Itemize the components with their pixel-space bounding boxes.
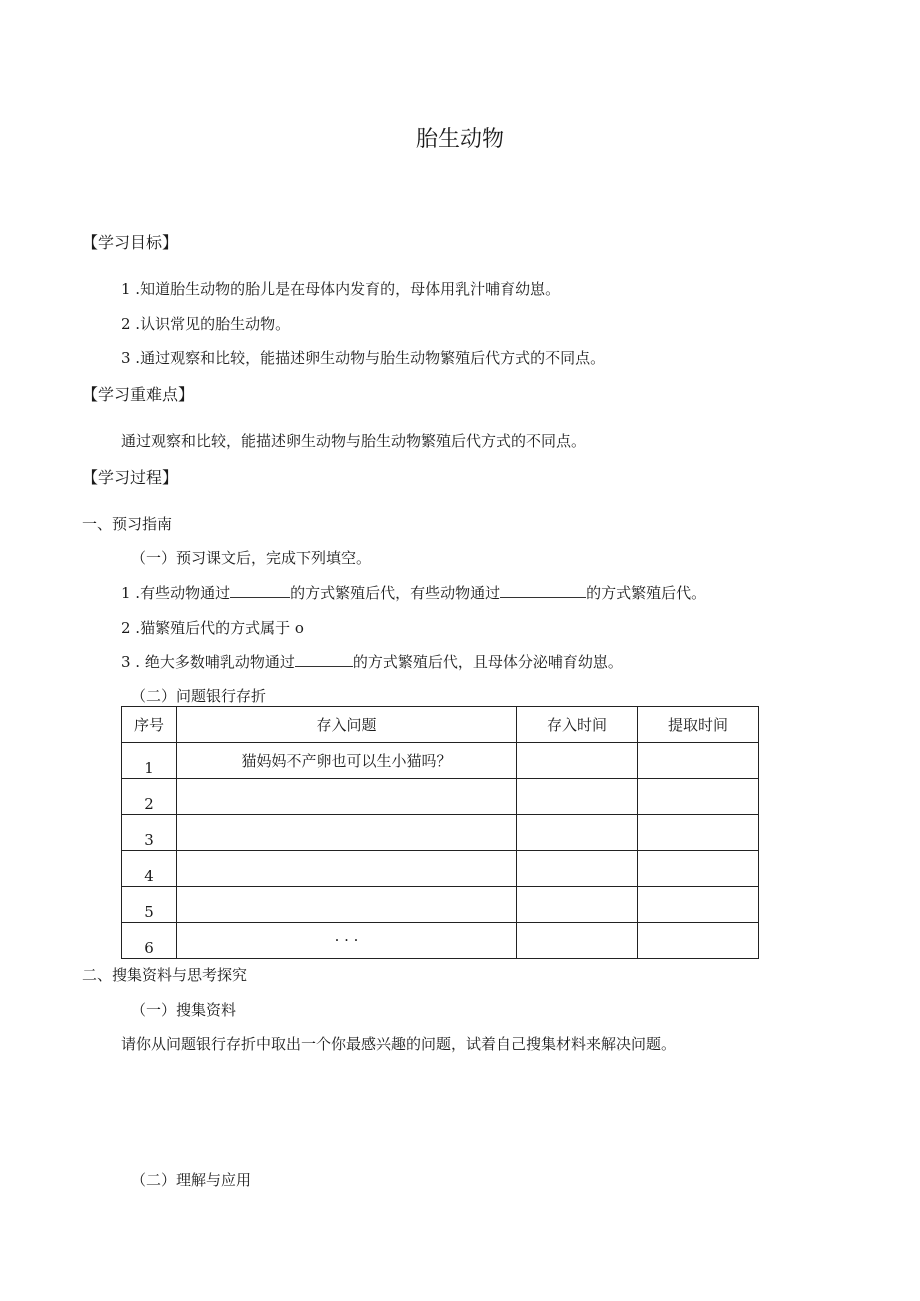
withdraw-time-cell[interactable]	[638, 779, 759, 815]
header-deposit-time: 存入时间	[517, 707, 638, 743]
fill-question-3-part-b: 的方式繁殖后代，且母体分泌哺育幼崽。	[352, 653, 623, 671]
answer-blank-2[interactable]	[500, 583, 586, 598]
objective-item-3: 3 .通过观察和比较，能描述卵生动物与胎生动物繁殖后代方式的不同点。	[121, 349, 606, 367]
objectives-heading: 【学习目标】	[82, 233, 179, 252]
deposit-time-cell[interactable]	[517, 851, 638, 887]
answer-blank-1[interactable]	[230, 583, 290, 598]
page-title: 胎生动物	[415, 127, 504, 152]
objective-item-1: 1 .知道胎生动物的胎儿是在母体内发育的，母体用乳汁哺育幼崽。	[121, 280, 561, 298]
question-cell[interactable]	[177, 815, 517, 851]
section-2-heading: 二、搜集资料与思考探究	[82, 966, 248, 984]
header-question: 存入问题	[177, 707, 517, 743]
table-row	[122, 779, 759, 815]
header-withdraw-time: 提取时间	[638, 707, 759, 743]
fill-question-1-part-a: 1 .有些动物通过	[121, 584, 231, 602]
row-index: 6	[122, 923, 177, 959]
withdraw-time-cell[interactable]	[638, 923, 759, 959]
row-index: 2	[122, 779, 177, 815]
table-row	[122, 887, 759, 923]
process-heading: 【学习过程】	[82, 468, 179, 487]
fill-question-3-part-a: 3 . 绝大多数哺乳动物通过	[121, 653, 295, 671]
fill-question-1-part-b: 的方式繁殖后代，有些动物通过	[290, 584, 501, 602]
collect-subheading: （一）搜集资料	[131, 1001, 237, 1019]
section-1-heading: 一、预习指南	[82, 515, 173, 533]
deposit-time-cell[interactable]	[517, 743, 638, 779]
question-cell[interactable]	[177, 779, 517, 815]
row-index: 5	[122, 887, 177, 923]
header-index: 序号	[122, 707, 177, 743]
withdraw-time-cell[interactable]	[638, 887, 759, 923]
withdraw-time-cell[interactable]	[638, 743, 759, 779]
question-cell[interactable]	[177, 851, 517, 887]
withdraw-time-cell[interactable]	[638, 815, 759, 851]
table-header-row	[122, 707, 759, 743]
deposit-time-cell[interactable]	[517, 887, 638, 923]
fill-question-2: 2 .猫繁殖后代的方式属于 o	[121, 619, 304, 637]
row-index: 3	[122, 815, 177, 851]
question-bank-table	[121, 706, 759, 959]
deposit-time-cell[interactable]	[517, 779, 638, 815]
deposit-time-cell[interactable]	[517, 815, 638, 851]
key-points-heading: 【学习重难点】	[82, 385, 195, 404]
question-cell[interactable]	[177, 887, 517, 923]
key-points-text: 通过观察和比较，能描述卵生动物与胎生动物繁殖后代方式的不同点。	[121, 432, 587, 450]
objective-item-2: 2 .认识常见的胎生动物。	[121, 315, 291, 333]
table-row	[122, 743, 759, 779]
row-index: 4	[122, 851, 177, 887]
fill-question-1-part-c: 的方式繁殖后代。	[586, 584, 707, 602]
fill-question-3	[121, 651, 623, 672]
question-bank-subheading: （二）问题银行存折	[131, 687, 267, 705]
collect-instruction: 请你从问题银行存折中取出一个你最感兴趣的问题，试着自己搜集材料来解决问题。	[121, 1035, 677, 1053]
preview-subheading: （一）预习课文后，完成下列填空。	[131, 549, 372, 567]
question-cell[interactable]: 猫妈妈不产卵也可以生小猫吗？	[177, 743, 517, 779]
apply-subheading: （二）理解与应用	[131, 1171, 252, 1189]
table-row	[122, 851, 759, 887]
table-row	[122, 923, 759, 959]
question-cell[interactable]: · · ·	[177, 923, 517, 959]
answer-blank-3[interactable]	[295, 652, 353, 667]
withdraw-time-cell[interactable]	[638, 851, 759, 887]
table-row	[122, 815, 759, 851]
row-index: 1	[122, 743, 177, 779]
deposit-time-cell[interactable]	[517, 923, 638, 959]
fill-question-1	[121, 582, 706, 603]
